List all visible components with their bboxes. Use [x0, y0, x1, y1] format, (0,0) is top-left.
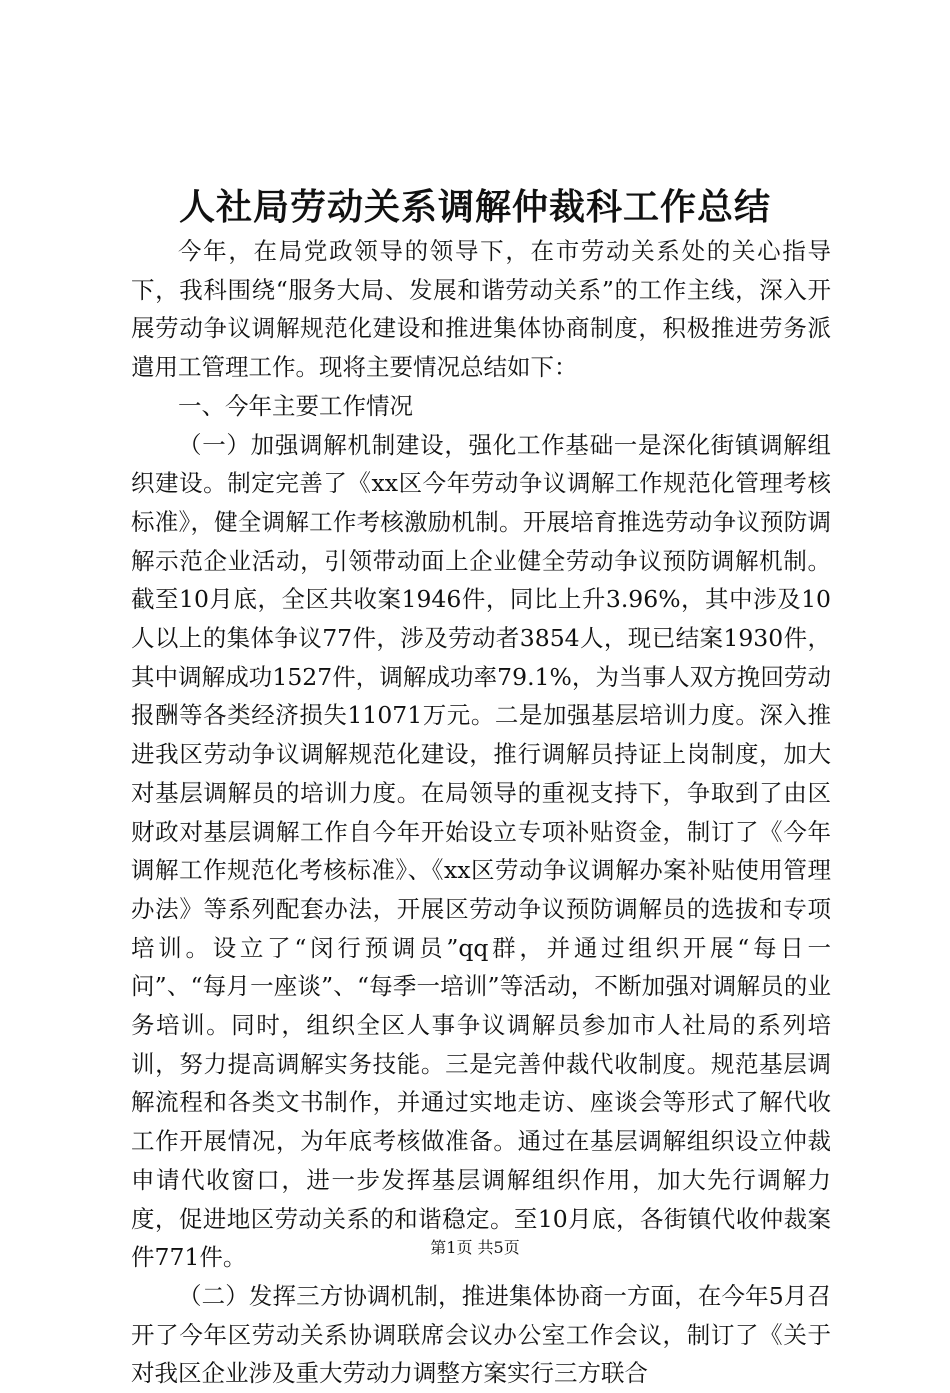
intro-paragraph: 今年，在局党政领导的领导下，在市劳动关系处的关心指导下，我科围绕“服务大局、发展和谐劳动关系”的工作主线，深入开展劳动争议调解规范化建设和推进集体协商制度，积极推进劳务派遣用工管理工作。现将主要情况总结如下：: [131, 237, 831, 382]
page-footer: 第1页 共5页: [430, 1238, 520, 1257]
body-paragraph: （二）发挥三方协调机制，推进集体协商一方面，在今年5月召开了今年区劳动关系协调联席会议办公室工作会议，制订了《关于对我区企业涉及重大劳动力调整方案实行三方联合: [131, 1281, 831, 1388]
document-body: [131, 232, 831, 1393]
body-paragraph: （一）加强调解机制建设，强化工作基础一是深化街镇调解组织建设。制定完善了《xx区今年劳动争议调解工作规范化管理考核标准》，健全调解工作考核激励机制。开展培育推选劳动争议预防调解示范企业活动，引领带动面上企业健全劳动争议预防调解机制。截至10月底，全区共收案1946件，同比上升3.96%，其中涉及10人以上的集体争议77件，涉及劳动者3854人，现已结案1930件，其中调解成功1527件，调解成功率79.1%，为当事人双方挽回劳动报酬等各类经济损失11071万元。二是加强基层培训力度。深入推进我区劳动争议调解规范化建设，推行调解员持证上岗制度，加大对基层调解员的培训力度。在局领导的重视支持下，争取到了由区财政对基层调解工作自今年开始设立专项补贴资金，制订了《今年调解工作规范化考核标准》、《xx区劳动争议调解办案补贴使用管理办法》等系列配套办法，开展区劳动争议预防调解员的选拔和专项培训。设立了“闵行预调员”qq群，并通过组织开展“每日一问”、“每月一座谈”、“每季一培训”等活动，不断加强对调解员的业务培训。同时，组织全区人事争议调解员参加市人社局的系列培训，努力提高调解实务技能。三是完善仲裁代收制度。规范基层调解流程和各类文书制作，并通过实地走访、座谈会等形式了解代收工作开展情况，为年底考核做准备。通过在基层调解组织设立仲裁申请代收窗口，进一步发挥基层调解组织作用，加大先行调解力度，促进地区劳动关系的和谐稳定。至10月底，各街镇代收仲裁案件771件。: [131, 430, 831, 1272]
document-title: 人社局劳动关系调解仲裁科工作总结: [178, 186, 771, 228]
section-heading: 一、今年主要工作情况: [178, 391, 413, 420]
